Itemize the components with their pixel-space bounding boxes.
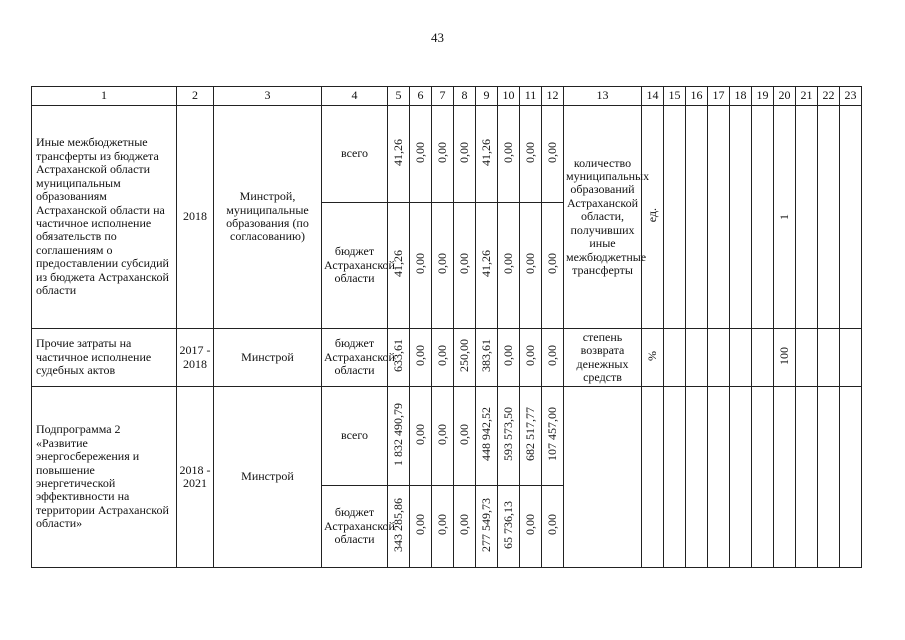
funding-source: всего	[322, 106, 388, 203]
value-cell: 250,00	[454, 329, 476, 387]
value-cell: 0,00	[542, 486, 564, 568]
value-cell: 41,26	[388, 203, 410, 329]
empty-cell	[642, 387, 664, 568]
value-cell: 41,26	[476, 203, 498, 329]
col-header: 2	[177, 87, 214, 106]
value-cell: 41,26	[388, 106, 410, 203]
indicator-unit: %	[642, 329, 664, 387]
value-cell: 0,00	[454, 486, 476, 568]
funding-source: бюджет Астраханской области	[322, 329, 388, 387]
indicator-value: 1	[774, 106, 796, 329]
value-cell: 0,00	[410, 387, 432, 486]
col-header: 1	[32, 87, 177, 106]
value-cell: 107 457,00	[542, 387, 564, 486]
col-header: 22	[818, 87, 840, 106]
col-header: 4	[322, 87, 388, 106]
value-cell: 0,00	[520, 106, 542, 203]
value-cell: 0,00	[454, 387, 476, 486]
empty-cell	[686, 329, 708, 387]
value-cell: 593 573,50	[498, 387, 520, 486]
value-cell: 0,00	[542, 329, 564, 387]
value-cell: 0,00	[432, 106, 454, 203]
value-cell: 383,61	[476, 329, 498, 387]
empty-cell	[796, 106, 818, 329]
empty-cell	[818, 106, 840, 329]
value-cell: 0,00	[498, 329, 520, 387]
value-cell: 0,00	[410, 106, 432, 203]
col-header: 12	[542, 87, 564, 106]
empty-cell	[730, 387, 752, 568]
value-cell: 0,00	[520, 486, 542, 568]
table-row	[32, 329, 862, 387]
value-cell: 0,00	[498, 106, 520, 203]
empty-cell	[730, 106, 752, 329]
empty-cell	[818, 387, 840, 568]
col-header: 23	[840, 87, 862, 106]
indicator-name: степень возврата денежных средств	[564, 329, 642, 387]
empty-cell	[708, 329, 730, 387]
value-cell: 65 736,13	[498, 486, 520, 568]
col-header: 5	[388, 87, 410, 106]
col-header: 14	[642, 87, 664, 106]
value-cell: 0,00	[520, 329, 542, 387]
empty-cell	[752, 329, 774, 387]
activity-executor: Минстрой, муниципальные образования (по согласованию)	[214, 106, 322, 329]
activity-year: 2017 - 2018	[177, 329, 214, 387]
activity-executor: Минстрой	[214, 387, 322, 568]
value-cell: 633,61	[388, 329, 410, 387]
col-header: 6	[410, 87, 432, 106]
col-header: 16	[686, 87, 708, 106]
col-header: 13	[564, 87, 642, 106]
value-cell: 41,26	[476, 106, 498, 203]
empty-cell	[774, 387, 796, 568]
page-number: 43	[431, 30, 444, 45]
empty-cell	[840, 106, 862, 329]
empty-cell	[686, 387, 708, 568]
empty-cell	[664, 329, 686, 387]
activity-name: Подпрограмма 2 «Развитие энергосбережения и повышение энергетической эффективности на территории Астраханской области»	[32, 387, 177, 568]
value-cell: 0,00	[542, 203, 564, 329]
col-header: 19	[752, 87, 774, 106]
empty-cell	[752, 106, 774, 329]
value-cell: 0,00	[432, 203, 454, 329]
empty-cell	[840, 387, 862, 568]
col-header: 17	[708, 87, 730, 106]
col-header: 21	[796, 87, 818, 106]
activity-executor: Минстрой	[214, 329, 322, 387]
col-header: 7	[432, 87, 454, 106]
activity-year: 2018	[177, 106, 214, 329]
program-table	[31, 86, 862, 568]
header-row	[32, 87, 862, 106]
value-cell: 0,00	[520, 203, 542, 329]
empty-cell	[664, 387, 686, 568]
col-header: 10	[498, 87, 520, 106]
value-cell: 0,00	[498, 203, 520, 329]
table-row	[32, 106, 862, 203]
value-cell: 0,00	[542, 106, 564, 203]
col-header: 20	[774, 87, 796, 106]
empty-cell	[708, 106, 730, 329]
table-row	[32, 387, 862, 486]
col-header: 8	[454, 87, 476, 106]
col-header: 3	[214, 87, 322, 106]
empty-cell	[818, 329, 840, 387]
value-cell: 0,00	[410, 329, 432, 387]
empty-cell	[840, 329, 862, 387]
col-header: 11	[520, 87, 542, 106]
value-cell: 0,00	[454, 106, 476, 203]
activity-name: Прочие затраты на частичное исполнение судебных актов	[32, 329, 177, 387]
empty-cell	[686, 106, 708, 329]
empty-cell	[730, 329, 752, 387]
empty-cell	[752, 387, 774, 568]
funding-source: бюджет Астраханской области	[322, 203, 388, 329]
empty-cell	[664, 106, 686, 329]
empty-cell	[564, 387, 642, 568]
value-cell: 448 942,52	[476, 387, 498, 486]
value-cell: 1 832 490,79	[388, 387, 410, 486]
funding-source: бюджет Астраханской области	[322, 486, 388, 568]
value-cell: 0,00	[454, 203, 476, 329]
value-cell: 0,00	[432, 387, 454, 486]
empty-cell	[708, 387, 730, 568]
value-cell: 343 285,86	[388, 486, 410, 568]
empty-cell	[796, 387, 818, 568]
value-cell: 682 517,77	[520, 387, 542, 486]
empty-cell	[796, 329, 818, 387]
value-cell: 0,00	[432, 329, 454, 387]
value-cell: 0,00	[432, 486, 454, 568]
indicator-name: количество муниципальных образований Астраханской области, получивших иные межбюджетные трансферты	[564, 106, 642, 329]
activity-name: Иные межбюджетные трансферты из бюджета Астраханской области муниципальным образованиям Астраханской области на частичное исполнение обязательств по соглашениям о предоставлении субсидий из бюджета Астраханской области	[32, 106, 177, 329]
col-header: 9	[476, 87, 498, 106]
col-header: 15	[664, 87, 686, 106]
indicator-value: 100	[774, 329, 796, 387]
value-cell: 0,00	[410, 486, 432, 568]
col-header: 18	[730, 87, 752, 106]
activity-year: 2018 - 2021	[177, 387, 214, 568]
value-cell: 0,00	[410, 203, 432, 329]
funding-source: всего	[322, 387, 388, 486]
value-cell: 277 549,73	[476, 486, 498, 568]
indicator-unit: ед.	[642, 106, 664, 329]
